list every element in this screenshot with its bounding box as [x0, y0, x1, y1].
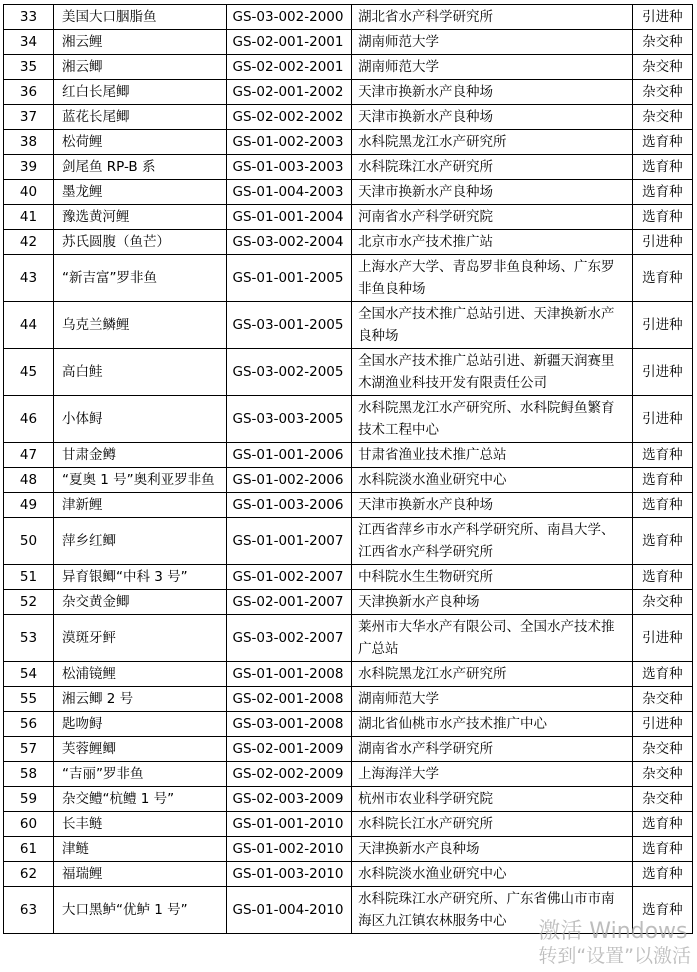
row-number: 53	[4, 615, 54, 662]
breeding-unit: 水科院淡水渔业研究中心	[352, 862, 633, 887]
table-row	[4, 349, 693, 396]
variety-type: 杂交种	[632, 787, 692, 812]
row-number: 33	[4, 5, 54, 30]
breeding-unit: 江西省萍乡市水产科学研究所、南昌大学、江西省水产科学研究所	[352, 518, 633, 565]
variety-type: 杂交种	[632, 80, 692, 105]
row-number: 47	[4, 443, 54, 468]
row-number: 54	[4, 662, 54, 687]
variety-name: 小体鲟	[54, 396, 227, 443]
variety-name: 津鲢	[54, 837, 227, 862]
variety-type: 选育种	[632, 468, 692, 493]
registration-code: GS-02-002-2001	[226, 55, 352, 80]
variety-name: 大口黑鲈“优鲈 1 号”	[54, 887, 227, 934]
variety-type: 选育种	[632, 130, 692, 155]
variety-type: 选育种	[632, 180, 692, 205]
registration-code: GS-02-002-2009	[226, 762, 352, 787]
table-row	[4, 255, 693, 302]
table-row	[4, 396, 693, 443]
table-row	[4, 130, 693, 155]
variety-type: 引进种	[632, 230, 692, 255]
variety-type: 杂交种	[632, 590, 692, 615]
row-number: 36	[4, 80, 54, 105]
registration-code: GS-02-001-2002	[226, 80, 352, 105]
row-number: 35	[4, 55, 54, 80]
variety-name: 苏氏圆腹（鱼芒）	[54, 230, 227, 255]
variety-type: 选育种	[632, 518, 692, 565]
variety-type: 引进种	[632, 5, 692, 30]
variety-type: 选育种	[632, 255, 692, 302]
variety-name: 匙吻鲟	[54, 712, 227, 737]
table-row	[4, 55, 693, 80]
breeding-unit: 甘肃省渔业技术推广总站	[352, 443, 633, 468]
row-number: 42	[4, 230, 54, 255]
breeding-unit: 水科院黑龙江水产研究所	[352, 130, 633, 155]
row-number: 40	[4, 180, 54, 205]
registration-code: GS-03-002-2004	[226, 230, 352, 255]
registration-code: GS-01-003-2003	[226, 155, 352, 180]
registration-code: GS-01-001-2006	[226, 443, 352, 468]
variety-type: 杂交种	[632, 30, 692, 55]
table-row	[4, 518, 693, 565]
row-number: 62	[4, 862, 54, 887]
row-number: 38	[4, 130, 54, 155]
table-row	[4, 812, 693, 837]
registration-code: GS-01-004-2003	[226, 180, 352, 205]
breeding-unit: 河南省水产科学研究院	[352, 205, 633, 230]
registration-code: GS-01-003-2006	[226, 493, 352, 518]
breeding-unit: 水科院珠江水产研究所、广东省佛山市市南海区九江镇农林服务中心	[352, 887, 633, 934]
breeding-unit: 杭州市农业科学研究院	[352, 787, 633, 812]
variety-name: 萍乡红鲫	[54, 518, 227, 565]
variety-type: 杂交种	[632, 737, 692, 762]
registration-code: GS-01-003-2010	[226, 862, 352, 887]
row-number: 52	[4, 590, 54, 615]
breeding-unit: 湖北省仙桃市水产技术推广中心	[352, 712, 633, 737]
registration-code: GS-03-002-2000	[226, 5, 352, 30]
table-row	[4, 687, 693, 712]
registration-code: GS-01-001-2007	[226, 518, 352, 565]
row-number: 58	[4, 762, 54, 787]
variety-name: 美国大口胭脂鱼	[54, 5, 227, 30]
variety-name: 墨龙鲤	[54, 180, 227, 205]
table-row	[4, 662, 693, 687]
breeding-unit: 湖南师范大学	[352, 687, 633, 712]
breeding-unit: 天津市换新水产良种场	[352, 105, 633, 130]
variety-name: 湘云鲤	[54, 30, 227, 55]
variety-name: 蓝花长尾鲫	[54, 105, 227, 130]
row-number: 55	[4, 687, 54, 712]
breeding-unit: 天津市换新水产良种场	[352, 180, 633, 205]
variety-name: 杂交鳢“杭鳢 1 号”	[54, 787, 227, 812]
registration-code: GS-02-001-2008	[226, 687, 352, 712]
table-row	[4, 762, 693, 787]
row-number: 57	[4, 737, 54, 762]
breeding-unit: 天津市换新水产良种场	[352, 493, 633, 518]
breeding-unit: 天津市换新水产良种场	[352, 80, 633, 105]
registration-code: GS-02-001-2007	[226, 590, 352, 615]
row-number: 49	[4, 493, 54, 518]
variety-name: 津新鲤	[54, 493, 227, 518]
table-row	[4, 155, 693, 180]
variety-type: 选育种	[632, 205, 692, 230]
registration-code: GS-02-001-2009	[226, 737, 352, 762]
variety-name: “吉丽”罗非鱼	[54, 762, 227, 787]
registration-code: GS-03-001-2005	[226, 302, 352, 349]
variety-name: 福瑞鲤	[54, 862, 227, 887]
variety-type: 选育种	[632, 155, 692, 180]
row-number: 51	[4, 565, 54, 590]
registration-code: GS-02-002-2002	[226, 105, 352, 130]
registration-code: GS-01-002-2006	[226, 468, 352, 493]
variety-type: 引进种	[632, 349, 692, 396]
table-row	[4, 590, 693, 615]
variety-name: 乌克兰鳞鲤	[54, 302, 227, 349]
breeding-unit: 上海海洋大学	[352, 762, 633, 787]
variety-name: 红白长尾鲫	[54, 80, 227, 105]
breeding-unit: 水科院淡水渔业研究中心	[352, 468, 633, 493]
registration-code: GS-03-001-2008	[226, 712, 352, 737]
variety-name: 湘云鲫	[54, 55, 227, 80]
row-number: 34	[4, 30, 54, 55]
table-row	[4, 887, 693, 934]
table-row	[4, 615, 693, 662]
registration-code: GS-01-001-2010	[226, 812, 352, 837]
registration-code: GS-01-001-2008	[226, 662, 352, 687]
registration-code: GS-01-002-2007	[226, 565, 352, 590]
variety-name: 松荷鲤	[54, 130, 227, 155]
variety-name: 长丰鲢	[54, 812, 227, 837]
breeding-unit: 湖南省水产科学研究所	[352, 737, 633, 762]
variety-type: 选育种	[632, 862, 692, 887]
row-number: 63	[4, 887, 54, 934]
table-row	[4, 787, 693, 812]
registration-code: GS-02-003-2009	[226, 787, 352, 812]
row-number: 39	[4, 155, 54, 180]
breeding-unit: 中科院水生生物研究所	[352, 565, 633, 590]
registration-code: GS-01-001-2005	[226, 255, 352, 302]
variety-type: 杂交种	[632, 105, 692, 130]
variety-type: 引进种	[632, 302, 692, 349]
breeding-unit: 莱州市大华水产有限公司、全国水产技术推广总站	[352, 615, 633, 662]
breeding-unit: 上海水产大学、青岛罗非鱼良种场、广东罗非鱼良种场	[352, 255, 633, 302]
registration-code: GS-01-004-2010	[226, 887, 352, 934]
variety-type: 选育种	[632, 443, 692, 468]
table-row	[4, 712, 693, 737]
variety-name: 松浦镜鲤	[54, 662, 227, 687]
registration-code: GS-03-003-2005	[226, 396, 352, 443]
table-row	[4, 493, 693, 518]
variety-name: 芙蓉鲤鲫	[54, 737, 227, 762]
breeding-unit: 水科院黑龙江水产研究所、水科院鲟鱼繁育技术工程中心	[352, 396, 633, 443]
variety-name: 湘云鲫 2 号	[54, 687, 227, 712]
registration-code: GS-01-001-2004	[226, 205, 352, 230]
row-number: 44	[4, 302, 54, 349]
variety-name: 高白鲑	[54, 349, 227, 396]
variety-name: “新吉富”罗非鱼	[54, 255, 227, 302]
breeding-unit: 湖南师范大学	[352, 55, 633, 80]
variety-name: 甘肃金鳟	[54, 443, 227, 468]
table-row	[4, 230, 693, 255]
row-number: 41	[4, 205, 54, 230]
table-row	[4, 302, 693, 349]
variety-type: 引进种	[632, 712, 692, 737]
table-row	[4, 862, 693, 887]
table-row	[4, 443, 693, 468]
breeding-unit: 水科院长江水产研究所	[352, 812, 633, 837]
table-row	[4, 468, 693, 493]
table-row	[4, 180, 693, 205]
variety-type: 杂交种	[632, 762, 692, 787]
table-row	[4, 837, 693, 862]
variety-type: 引进种	[632, 396, 692, 443]
variety-type: 选育种	[632, 812, 692, 837]
breeding-unit: 全国水产技术推广总站引进、天津换新水产良种场	[352, 302, 633, 349]
watermark-line-2: 转到“设置”以激活	[538, 945, 691, 967]
row-number: 59	[4, 787, 54, 812]
breeding-unit: 天津换新水产良种场	[352, 837, 633, 862]
table-row	[4, 30, 693, 55]
registration-code: GS-03-002-2005	[226, 349, 352, 396]
variety-name: “夏奥 1 号”奥利亚罗非鱼	[54, 468, 227, 493]
breeding-unit: 水科院珠江水产研究所	[352, 155, 633, 180]
table-row	[4, 105, 693, 130]
variety-type: 杂交种	[632, 687, 692, 712]
variety-name: 剑尾鱼 RP-B 系	[54, 155, 227, 180]
row-number: 61	[4, 837, 54, 862]
breeding-unit: 湖北省水产科学研究所	[352, 5, 633, 30]
variety-type: 选育种	[632, 887, 692, 934]
row-number: 43	[4, 255, 54, 302]
row-number: 37	[4, 105, 54, 130]
table-row	[4, 80, 693, 105]
variety-type: 选育种	[632, 662, 692, 687]
row-number: 50	[4, 518, 54, 565]
row-number: 45	[4, 349, 54, 396]
variety-type: 杂交种	[632, 55, 692, 80]
variety-type: 引进种	[632, 615, 692, 662]
row-number: 46	[4, 396, 54, 443]
breeding-unit: 北京市水产技术推广站	[352, 230, 633, 255]
variety-type: 选育种	[632, 565, 692, 590]
registration-code: GS-02-001-2001	[226, 30, 352, 55]
breeding-unit: 水科院黑龙江水产研究所	[352, 662, 633, 687]
breeding-unit: 全国水产技术推广总站引进、新疆天润赛里木湖渔业科技开发有限责任公司	[352, 349, 633, 396]
table-row	[4, 205, 693, 230]
table-row	[4, 5, 693, 30]
table-row	[4, 737, 693, 762]
variety-name: 豫选黄河鲤	[54, 205, 227, 230]
row-number: 48	[4, 468, 54, 493]
row-number: 60	[4, 812, 54, 837]
breed-table	[3, 4, 693, 934]
breed-table-body	[4, 5, 693, 934]
registration-code: GS-03-002-2007	[226, 615, 352, 662]
registration-code: GS-01-002-2003	[226, 130, 352, 155]
variety-name: 漠斑牙鲆	[54, 615, 227, 662]
registration-code: GS-01-002-2010	[226, 837, 352, 862]
variety-name: 杂交黄金鲫	[54, 590, 227, 615]
breeding-unit: 湖南师范大学	[352, 30, 633, 55]
breeding-unit: 天津换新水产良种场	[352, 590, 633, 615]
variety-name: 异育银鲫“中科 3 号”	[54, 565, 227, 590]
watermark-line-1: 激活 Windows	[538, 919, 688, 944]
variety-type: 选育种	[632, 837, 692, 862]
variety-type: 选育种	[632, 493, 692, 518]
table-row	[4, 565, 693, 590]
row-number: 56	[4, 712, 54, 737]
